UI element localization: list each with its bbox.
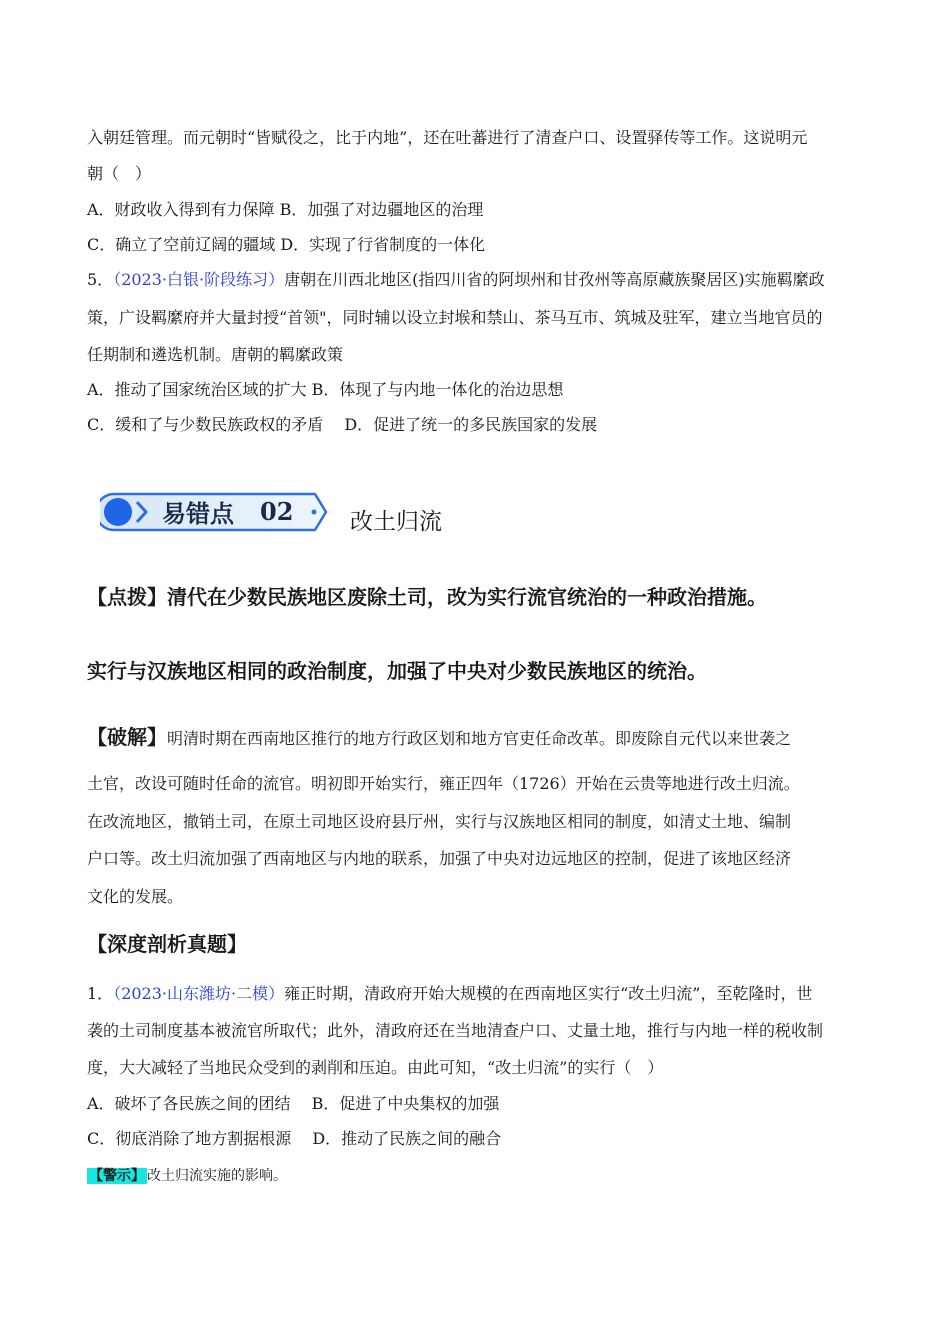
analysis-line: 户口等。改土归流加强了西南地区与内地的联系，加强了中央对边远地区的控制，促进了该地区经济 bbox=[87, 849, 792, 868]
analysis-text: 明清时期在西南地区推行的地方行政区划和地方官吏任命改革。即废除自元代以来世袭之 bbox=[167, 729, 792, 748]
q4-stem-line: 朝（ ） bbox=[87, 164, 152, 183]
q1-stem-line: 度，大大减轻了当地民众受到的剥削和压迫。由此可知，“改土归流”的实行（ ） bbox=[87, 1058, 664, 1077]
analysis-line: 文化的发展。 bbox=[87, 887, 184, 906]
deep-analysis-heading: 【深度剖析真题】 bbox=[87, 932, 247, 956]
q5-options-ab: A．推动了国家统治区域的扩大 B．体现了与内地一体化的治边思想 bbox=[87, 380, 564, 399]
q4-options-ab: A．财政收入得到有力保障 B．加强了对边疆地区的治理 bbox=[87, 200, 484, 219]
q5-stem-line bbox=[87, 270, 825, 290]
banner-number: 02 bbox=[260, 497, 294, 526]
q1-options-cd: C．彻底消除了地方割据根源 D．推动了民族之间的融合 bbox=[87, 1129, 502, 1148]
warning-text: 改土归流实施的影响。 bbox=[147, 1168, 287, 1184]
analysis-line: 土官，改设可随时任命的流官。明初即开始实行，雍正四年（1726）开始在云贵等地进行改土归流。 bbox=[87, 774, 800, 793]
question-text: 雍正时期，清政府开始大规模的在西南地区实行“改土归流”，至乾隆时，世 bbox=[284, 984, 813, 1003]
dot-icon bbox=[312, 510, 317, 515]
warning-tag: 【警示】 bbox=[89, 1168, 145, 1184]
banner-circle-icon bbox=[104, 498, 132, 526]
question-number: 5． bbox=[87, 270, 114, 289]
q5-options-cd: C．缓和了与少数民族政权的矛盾 D．促进了统一的多民族国家的发展 bbox=[87, 415, 598, 434]
tip-line: 【点拨】清代在少数民族地区废除土司，改为实行流官统治的一种政治措施。 bbox=[87, 585, 767, 609]
q4-stem-line: 入朝廷管理。而元朝时“皆赋役之，比于内地”，还在吐蕃进行了清查户口、设置驿传等工作。这说明元 bbox=[87, 128, 808, 147]
tip-line: 实行与汉族地区相同的政治制度，加强了中央对少数民族地区的统治。 bbox=[87, 659, 707, 683]
analysis-line: 在改流地区，撤销土司，在原土司地区设府县厅州，实行与汉族地区相同的制度，如清丈土地、编制 bbox=[87, 812, 792, 831]
analysis-label: 【破解】 bbox=[87, 725, 167, 749]
question-source: （2023·山东潍坊·二模） bbox=[113, 984, 285, 1003]
question-text: 唐朝在川西北地区(指四川省的阿坝州和甘孜州等高原藏族聚居区)实施羁縻政 bbox=[284, 270, 825, 289]
q1-stem-line bbox=[87, 984, 812, 1004]
question-number: 1． bbox=[87, 984, 114, 1003]
q5-stem-line: 任期制和遴选机制。唐朝的羁縻政策 bbox=[87, 345, 344, 364]
q5-stem-line: 策，广设羁縻府并大量封授“首领"，同时辅以设立封堠和禁山、茶马互市、筑城及驻军，建立当地官员的 bbox=[87, 308, 823, 327]
question-source: （2023·白银·阶段练习） bbox=[113, 270, 285, 289]
analysis-line bbox=[87, 724, 791, 751]
q1-options-ab: A．破坏了各民族之间的团结 B．促进了中央集权的加强 bbox=[87, 1094, 500, 1113]
section-banner bbox=[100, 490, 330, 534]
warning-line bbox=[87, 1166, 287, 1186]
q1-stem-line: 袭的土司制度基本被流官所取代；此外，清政府还在当地清查户口、丈量土地，推行与内地一样的税收制 bbox=[87, 1021, 824, 1040]
section-title: 改土归流 bbox=[350, 509, 442, 535]
banner-label: 易错点 bbox=[162, 500, 234, 528]
q4-options-cd: C．确立了空前辽阔的疆域 D．实现了行省制度的一体化 bbox=[87, 235, 486, 254]
